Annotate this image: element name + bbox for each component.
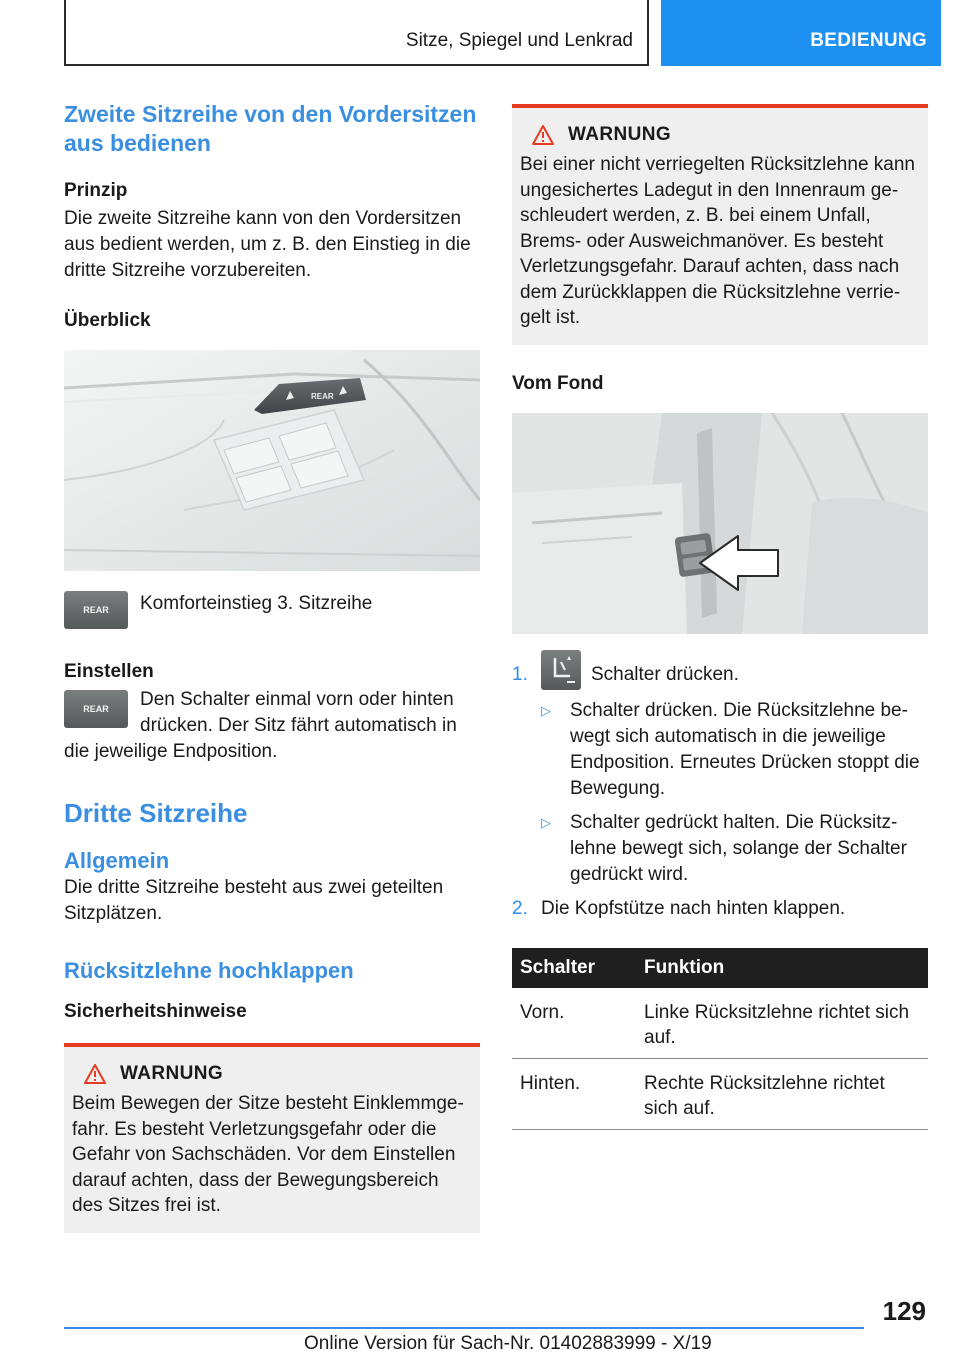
table-header-row xyxy=(512,948,928,988)
hochklappen-heading: Rücksitzlehne hochklappen xyxy=(64,958,354,983)
warning-box xyxy=(512,104,928,345)
warning-title-row xyxy=(72,1063,472,1085)
left-column xyxy=(64,100,480,1233)
prinzip-heading: Prinzip xyxy=(64,180,128,201)
warning-title: WARNUNG xyxy=(568,124,672,145)
table-row xyxy=(512,1058,928,1129)
triangle-bullet-icon: ▷ xyxy=(541,702,551,718)
header-section-box xyxy=(64,0,649,66)
header-chapter-box xyxy=(661,0,941,66)
sub-step-text: Schalter gedrückt halten. Die Rücksitzlehne bewegt sich, solange der Schalter gedrückt wird. xyxy=(570,811,907,885)
rear-seat-photo xyxy=(512,413,928,634)
step-item xyxy=(512,896,928,922)
sub-step-text: Schalter drücken. Die Rücksitzlehne bewegt sich automatisch in die jeweilige Endposition. Erneutes Drücken stoppt die Bewegung. xyxy=(570,699,920,799)
rear-seat-icon: REAR xyxy=(64,690,128,728)
svg-text:REAR: REAR xyxy=(311,392,334,401)
dritte-sitzreihe-heading: Dritte Sitzreihe xyxy=(64,798,248,828)
table-cell: Vorn. xyxy=(512,988,636,1059)
prinzip-text: Die zweite Sitzreihe kann von den Vordersitzen aus bedient werden, um z. B. den Einstieg in die dritte Sitzreihe vorzubereiten. xyxy=(64,208,471,281)
icon-caption-row xyxy=(64,591,480,629)
sub-step-item xyxy=(541,698,928,802)
einstellen-block xyxy=(64,687,480,765)
icon-caption: Komforteinstieg 3. Sitzreihe xyxy=(140,593,373,614)
seat-backrest-switch-icon xyxy=(541,650,581,690)
warning-box xyxy=(64,1043,480,1233)
rear-seat-icon: REAR xyxy=(64,591,128,629)
step-text: Schalter drücken. xyxy=(591,663,739,685)
table-row xyxy=(512,988,928,1059)
triangle-bullet-icon: ▷ xyxy=(541,814,551,830)
table-header-funktion: Funktion xyxy=(636,948,928,988)
table-cell: Rechte Rücksitzlehne richtet sich auf. xyxy=(636,1058,928,1129)
steps-list xyxy=(512,662,928,922)
header-section-title: Sitze, Spiegel und Lenkrad xyxy=(405,30,633,51)
allgemein-heading: Allgemein xyxy=(64,848,170,873)
rear-seat-illustration xyxy=(512,413,928,634)
step-text: Die Kopfstütze nach hinten klappen. xyxy=(541,897,846,919)
allgemein-text: Die dritte Sitzreihe besteht aus zwei geteilten Sitzplätzen. xyxy=(64,877,444,924)
footer-online-version: Online Version für Sach-Nr. 01402883999 - X/19 xyxy=(304,1333,712,1354)
step-number: 1. xyxy=(512,663,528,685)
header-chapter-title: BEDIENUNG xyxy=(810,30,927,51)
section-title: Zweite Sitzreihe von den Vordersitzen aus bedienen xyxy=(64,101,477,156)
function-table xyxy=(512,948,928,1130)
table-header-schalter: Schalter xyxy=(512,948,636,988)
warning-text: Bei einer nicht verriegelten Rücksitzlehne kann ungesichertes Ladegut in den Innenraum geschleudert werden, z. B. bei einem Unfall, Brems- oder Ausweichmanöver. Es besteht Verletzungsgefahr. Darauf achten, dass nach dem Zurückklappen die Rücksitzlehne verriegelt ist. xyxy=(520,154,915,328)
einstellen-text: Den Schalter einmal vorn oder hinten drücken. Der Sitz fährt automatisch in die jeweilige Endposition. xyxy=(64,689,457,762)
door-switch-photo xyxy=(64,350,480,571)
footer-divider xyxy=(64,1327,864,1329)
right-column xyxy=(512,104,928,1130)
warning-triangle-icon xyxy=(84,1064,106,1084)
ueberblick-heading: Überblick xyxy=(64,310,151,331)
table-cell: Hinten. xyxy=(512,1058,636,1129)
door-switch-illustration xyxy=(64,350,480,571)
warning-title-row xyxy=(520,124,920,146)
page-number: 129 xyxy=(882,1296,926,1326)
sub-step-item xyxy=(541,810,928,888)
warning-text: Beim Bewegen der Sitze besteht Einklemmgefahr. Es besteht Verletzungsgefahr oder die Gefahr von Sachschäden. Vor dem Einstellen darauf achten, dass der Bewegungsbereich des Sitzes frei ist. xyxy=(72,1093,464,1216)
step-item xyxy=(512,662,928,888)
warning-title: WARNUNG xyxy=(120,1063,224,1084)
step-number: 2. xyxy=(512,897,528,919)
table-cell: Linke Rücksitzlehne richtet sich auf. xyxy=(636,988,928,1059)
sicherheit-heading: Sicherheitshinweise xyxy=(64,1001,247,1022)
fond-heading: Vom Fond xyxy=(512,372,604,394)
warning-triangle-icon xyxy=(532,125,554,145)
einstellen-heading: Einstellen xyxy=(64,661,154,682)
